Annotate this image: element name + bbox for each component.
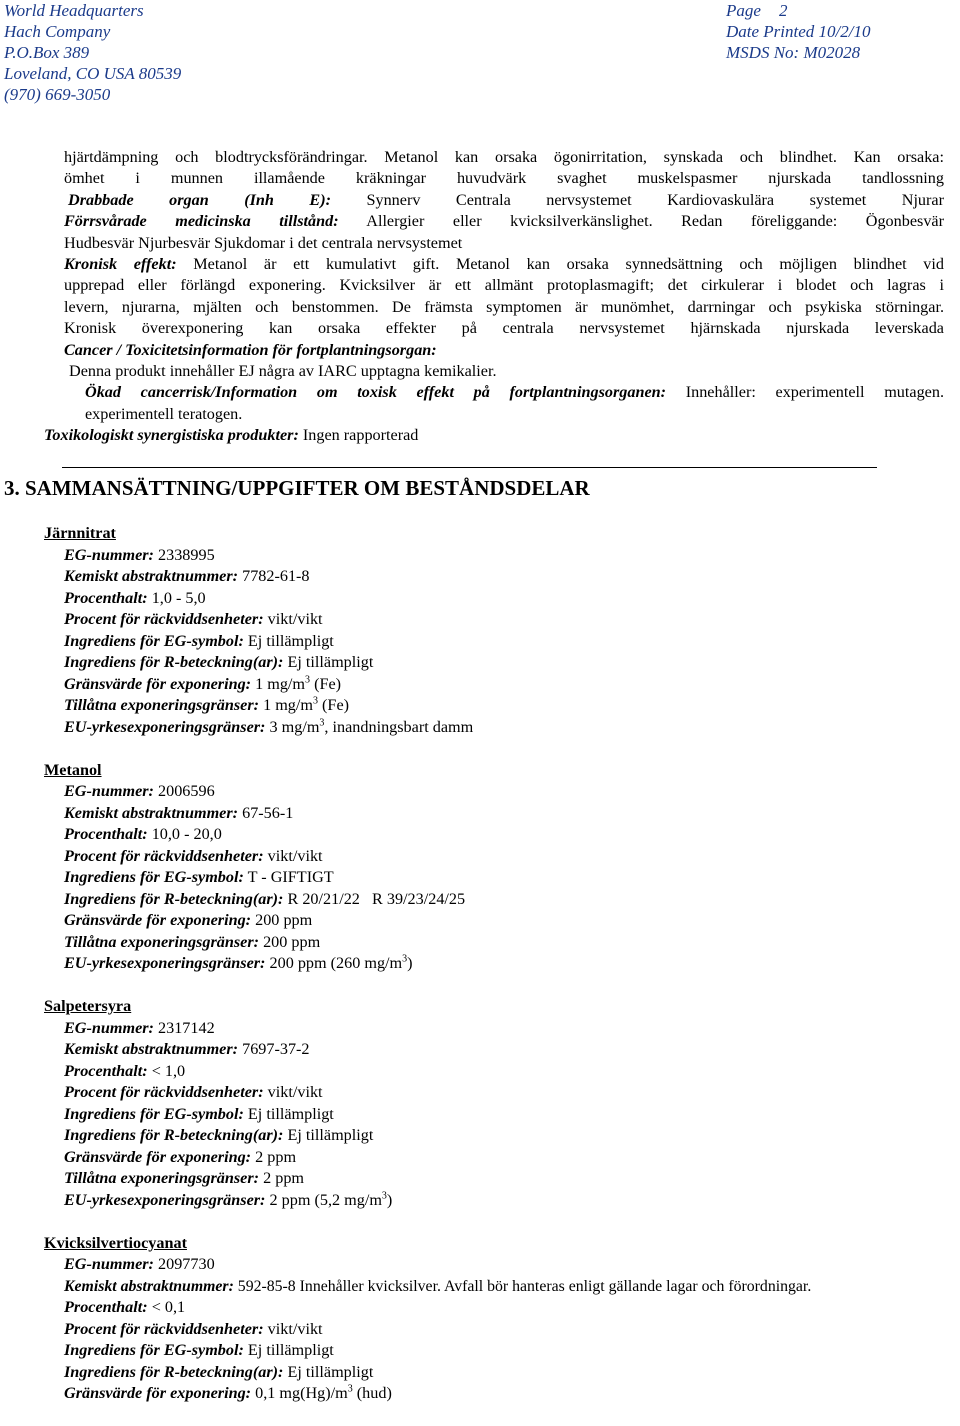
chronic-effect-value: Metanol är ett kumulativt gift. Metanol kan orsaka synnedsättning och möjligen blindhet vid — [193, 255, 944, 274]
field-label: Tillåtna exponeringsgränser: — [64, 696, 260, 714]
field-label: Procent för räckviddsenheter: — [64, 610, 264, 628]
field-label: EU-yrkesexponeringsgränser: — [64, 717, 266, 736]
aggravated-conditions-line — [64, 211, 944, 232]
text-line: hjärtdämpning och blodtrycksförändringar. Metanol kan orsaka ögonirritation, synskada och blindhet. Kan orsaka: — [64, 148, 944, 166]
permitted-limit-row — [44, 932, 960, 954]
cancer-heading: Cancer / Toxicitetsinformation för fortplantningsorgan: — [64, 340, 437, 359]
field-label: Procenthalt: — [64, 825, 148, 843]
field-value: 592-85-8 Innehåller kvicksilver. Avfall bör hanteras enligt gällande lagar och förordningar. — [237, 1277, 812, 1295]
percent-row — [44, 1061, 960, 1083]
exposure-limit-row — [44, 1383, 960, 1405]
field-value: 3 mg/m — [269, 717, 320, 736]
field-value-suffix: (hud) — [352, 1384, 392, 1402]
page-number: 2 — [778, 1, 788, 20]
field-value-suffix: ) — [386, 1190, 393, 1209]
r-phrase-row — [44, 652, 960, 674]
text-line: upprepad eller förlängd exponering. Kvicksilver är ett allmänt protoplasmagift; det cirkulerar i blodet och lagras i — [64, 276, 944, 295]
field-value: Ej tillämpligt — [287, 1362, 374, 1381]
field-value: 7782-61-8 — [242, 567, 310, 585]
field-value: 2317142 — [158, 1018, 215, 1037]
field-label: Ingrediens för EG-symbol: — [64, 868, 244, 886]
address-line: World Headquarters — [4, 1, 144, 20]
substance-block — [44, 996, 960, 1211]
field-label: EU-yrkesexponeringsgränser: — [64, 954, 266, 972]
field-value: 2 ppm (5,2 mg/m — [269, 1190, 382, 1209]
cas-number-row — [44, 1276, 960, 1298]
field-label: Ingrediens för EG-symbol: — [64, 1104, 244, 1123]
field-value: T - GIFTIGT — [247, 868, 334, 886]
synergistic-line — [44, 425, 944, 446]
page-label: Page — [726, 1, 761, 20]
field-value: R 20/21/22 R 39/23/24/25 — [287, 889, 466, 908]
field-value: 1 mg/m — [263, 696, 313, 714]
field-label: EG-nummer: — [64, 782, 154, 800]
field-value: 2097730 — [158, 1255, 215, 1273]
toxicology-continuation — [44, 147, 944, 447]
eu-limit-row — [44, 953, 960, 975]
date-printed: Date Printed 10/2/10 — [726, 22, 871, 41]
section-title: 3. SAMMANSÄTTNING/UPPGIFTER OM BESTÅNDSDELAR — [4, 476, 590, 500]
field-label: Gränsvärde för exponering: — [64, 1147, 252, 1166]
field-label: Ingrediens för R-beteckning(ar): — [64, 1126, 284, 1144]
superscript: 3 — [319, 717, 325, 729]
permitted-limit-row — [44, 1168, 960, 1190]
field-value: 1 mg/m — [255, 674, 306, 693]
target-organs-line — [64, 190, 944, 211]
field-value: 1,0 - 5,0 — [151, 588, 206, 607]
cancer-text: Denna produkt innehåller EJ några av IARC upptagna kemikalier. — [69, 362, 497, 381]
text-line: ömhet i munnen illamående kräkningar huvudvärk svaghet muskelspasmer njurskada tandlossning — [64, 169, 944, 188]
field-label: Procenthalt: — [64, 588, 148, 607]
field-value: Ej tillämpligt — [287, 653, 374, 671]
field-label: Ingrediens för EG-symbol: — [64, 1341, 244, 1359]
field-value-suffix: (Fe) — [310, 674, 342, 693]
field-label: EU-yrkesexponeringsgränser: — [64, 1190, 266, 1209]
text-line: Hudbesvär Njurbesvär Sjukdomar i det centrala nervsystemet — [64, 233, 463, 252]
reproductive-label: Ökad cancerrisk/Information om toxisk effekt på fortplantningsorganen: — [85, 383, 667, 402]
ec-symbol-row — [44, 631, 960, 653]
address-line: P.O.Box 389 — [4, 43, 90, 62]
reproductive-line — [64, 382, 944, 403]
field-value: vikt/vikt — [267, 1083, 323, 1101]
substances-list — [44, 523, 960, 1426]
field-label: Kemiskt abstraktnummer: — [64, 1277, 234, 1295]
field-value: 0,1 mg(Hg)/m — [255, 1384, 348, 1402]
ec-number-row — [44, 545, 960, 567]
field-value: 67-56-1 — [242, 803, 294, 822]
r-phrase-row — [44, 1362, 960, 1384]
field-label: EG-nummer: — [64, 545, 154, 564]
field-value: 2338995 — [158, 545, 215, 564]
synergistic-value: Ingen rapporterad — [302, 426, 419, 445]
field-label: Procenthalt: — [64, 1298, 148, 1316]
field-value: 7697-37-2 — [242, 1040, 310, 1058]
document-info-block — [726, 0, 870, 63]
field-value: 200 ppm — [255, 911, 313, 929]
address-line: (970) 669-3050 — [4, 85, 111, 104]
text-line: Kronisk överexponering kan orsaka effekter på centrala nervsystemet hjärnskada njurskada leverskada — [64, 319, 944, 338]
superscript: 3 — [347, 1383, 353, 1395]
page-indicator — [726, 0, 870, 21]
field-label: Tillåtna exponeringsgränser: — [64, 1169, 260, 1187]
eu-limit-row — [44, 717, 960, 739]
text-line: levern, njurarna, mjälten och benstommen. De främsta symptomen är munömhet, darrningar och psykiska störningar. — [64, 297, 944, 316]
percent-unit-row — [44, 1082, 960, 1104]
exposure-limit-row — [44, 1147, 960, 1169]
substance-block — [44, 1233, 960, 1405]
field-label: Ingrediens för R-beteckning(ar): — [64, 1362, 284, 1381]
field-value-suffix: , inandningsbart damm — [324, 717, 474, 736]
address-line: Hach Company — [4, 22, 111, 41]
percent-unit-row — [44, 1319, 960, 1341]
field-value: vikt/vikt — [267, 1319, 323, 1338]
percent-unit-row — [44, 609, 960, 631]
field-label: Kemiskt abstraktnummer: — [64, 1040, 239, 1058]
field-value: 2006596 — [158, 782, 215, 800]
field-value: Ej tillämpligt — [247, 1104, 334, 1123]
aggravated-conditions-label: Förrsvårade medicinska tillstånd: — [64, 212, 339, 231]
aggravated-conditions-value: Allergier eller kvicksilverkänslighet. Redan föreliggande: Ögonbesvär — [366, 212, 944, 231]
field-label: Ingrediens för R-beteckning(ar): — [64, 653, 284, 671]
substance-block — [44, 760, 960, 975]
field-value: 200 ppm (260 mg/m — [269, 954, 403, 972]
field-label: EG-nummer: — [64, 1255, 154, 1273]
superscript: 3 — [381, 1190, 387, 1202]
reproductive-value: Innehåller: experimentell mutagen. — [685, 383, 944, 402]
field-value: 10,0 - 20,0 — [151, 825, 222, 843]
field-label: Kemiskt abstraktnummer: — [64, 803, 239, 822]
percent-row — [44, 588, 960, 610]
field-label: Ingrediens för R-beteckning(ar): — [64, 889, 284, 908]
ec-symbol-row — [44, 1340, 960, 1362]
ec-number-row — [44, 1254, 960, 1276]
field-label: Gränsvärde för exponering: — [64, 911, 252, 929]
r-phrase-row — [44, 889, 960, 911]
r-phrase-row — [44, 1125, 960, 1147]
field-label: EG-nummer: — [64, 1018, 154, 1037]
msds-number: MSDS No: M02028 — [726, 43, 861, 62]
permitted-limit-row — [44, 695, 960, 717]
field-label: Gränsvärde för exponering: — [64, 1384, 252, 1402]
field-value-suffix: ) — [407, 954, 413, 972]
superscript: 3 — [305, 674, 311, 686]
ec-symbol-row — [44, 867, 960, 889]
field-label: Procent för räckviddsenheter: — [64, 846, 264, 865]
field-value: Ej tillämpligt — [247, 631, 334, 650]
section-divider — [62, 467, 877, 468]
text-line: experimentell teratogen. — [85, 404, 243, 423]
field-label: Procent för räckviddsenheter: — [64, 1319, 264, 1338]
field-value: < 1,0 — [151, 1061, 186, 1080]
field-value-suffix: (Fe) — [318, 696, 350, 714]
cas-number-row — [44, 1039, 960, 1061]
chronic-effect-label: Kronisk effekt: — [64, 255, 177, 274]
field-label: Kemiskt abstraktnummer: — [64, 567, 239, 585]
field-value: 200 ppm — [263, 932, 321, 951]
field-value: < 0,1 — [151, 1298, 186, 1316]
superscript: 3 — [313, 695, 318, 707]
target-organs-value: Synnerv Centrala nervsystemet Kardiovaskulära systemet Njurar — [366, 190, 944, 209]
substance-name: Järnnitrat — [44, 524, 116, 542]
substance-name: Metanol — [44, 760, 102, 779]
field-value: 2 ppm — [255, 1147, 297, 1166]
field-label: Procenthalt: — [64, 1061, 148, 1080]
substance-block — [44, 523, 960, 738]
ec-number-row — [44, 781, 960, 803]
field-label: Ingrediens för EG-symbol: — [64, 631, 244, 650]
target-organs-label: Drabbade organ (Inh E): — [68, 190, 331, 209]
field-label: Procent för räckviddsenheter: — [64, 1083, 264, 1101]
field-label: Tillåtna exponeringsgränser: — [64, 932, 260, 951]
synergistic-label: Toxikologiskt synergistiska produkter: — [44, 426, 299, 445]
field-value: vikt/vikt — [267, 610, 323, 628]
field-value: Ej tillämpligt — [247, 1341, 334, 1359]
substance-name: Salpetersyra — [44, 997, 132, 1015]
superscript: 3 — [402, 953, 408, 965]
percent-unit-row — [44, 846, 960, 868]
address-line: Loveland, CO USA 80539 — [4, 64, 182, 83]
ec-number-row — [44, 1018, 960, 1040]
substance-name: Kvicksilvertiocyanat — [44, 1233, 187, 1252]
field-value: 2 ppm — [263, 1169, 304, 1187]
percent-row — [44, 1297, 960, 1319]
exposure-limit-row — [44, 910, 960, 932]
percent-row — [44, 824, 960, 846]
eu-limit-row — [44, 1190, 960, 1212]
field-label: Gränsvärde för exponering: — [64, 674, 252, 693]
field-value: vikt/vikt — [267, 846, 323, 865]
cas-number-row — [44, 803, 960, 825]
cas-number-row — [44, 566, 960, 588]
ec-symbol-row — [44, 1104, 960, 1126]
field-value: Ej tillämpligt — [287, 1126, 374, 1144]
chronic-effect-line — [64, 254, 944, 275]
exposure-limit-row — [44, 674, 960, 696]
company-address-block — [4, 0, 181, 105]
